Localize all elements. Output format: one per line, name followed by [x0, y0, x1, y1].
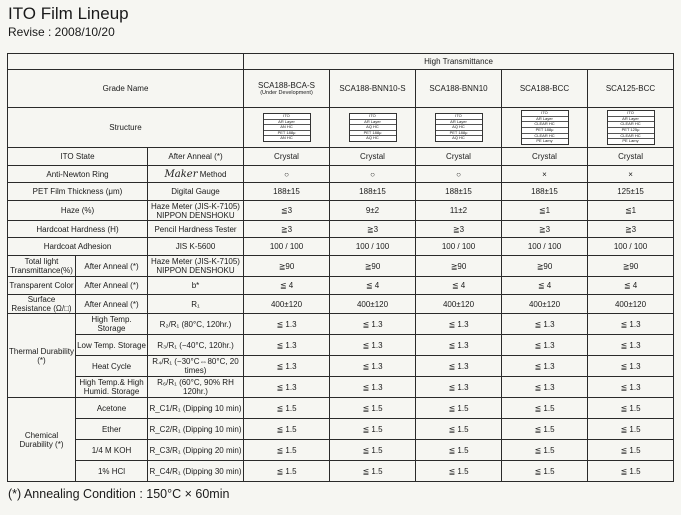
value-cell: ≦ 1.5: [502, 461, 588, 482]
layer-stack-diagram: [263, 113, 311, 142]
value-cell: ≧90: [244, 256, 330, 277]
table-row: [8, 314, 674, 335]
value-cell: ≦ 1.5: [330, 440, 416, 461]
value-cell: ≧90: [330, 256, 416, 277]
test-name: Heat Cycle: [76, 356, 148, 377]
annealing-footnote: (*) Annealing Condition : 150°C × 60min: [8, 487, 230, 501]
value-cell: ≦ 1.3: [416, 356, 502, 377]
sub-label: After Anneal (*): [76, 256, 148, 277]
grade-cell: [244, 70, 330, 108]
value-cell: ≦ 1.3: [330, 377, 416, 398]
value-cell: 125±15: [588, 183, 674, 201]
structure-cell: [502, 108, 588, 148]
value-cell: ≦ 1.5: [330, 419, 416, 440]
table-row: [8, 377, 674, 398]
value-cell: ≦ 1.5: [502, 398, 588, 419]
value-cell: ≦ 4: [588, 277, 674, 295]
sub-label: After Anneal (*): [76, 295, 148, 314]
table-row: [8, 277, 674, 295]
layer-label: PET 188μ: [436, 131, 482, 137]
test-name: Acetone: [76, 398, 148, 419]
value-cell: ≦ 1.5: [416, 440, 502, 461]
grade-cell: [502, 70, 588, 108]
document-title: ITO Film Lineup: [8, 4, 129, 23]
value-cell: ≦ 4: [416, 277, 502, 295]
layer-label: ITO: [522, 111, 568, 117]
method-cell: Pencil Hardness Tester: [148, 221, 244, 238]
method-cell: Digital Gauge: [148, 183, 244, 201]
ito-spec-table: [7, 53, 674, 482]
layer-label: AR Layer: [436, 120, 482, 126]
value-cell: Crystal: [244, 148, 330, 166]
value-cell: ≦ 1.3: [502, 314, 588, 335]
value-cell: ≦ 1.5: [588, 440, 674, 461]
layer-label: AR Layer: [350, 120, 396, 126]
value-cell: ≦ 1.3: [588, 377, 674, 398]
value-cell: ≧3: [416, 221, 502, 238]
table-row: [8, 256, 674, 277]
layer-label: PET 188μ: [522, 128, 568, 134]
value-cell: ≦1: [502, 201, 588, 221]
value-cell: ≦ 1.5: [502, 419, 588, 440]
layer-label: CLEAR HC: [608, 134, 654, 140]
value-cell: ≦ 1.5: [588, 419, 674, 440]
grade-name: SCA188-BNN10-S: [339, 84, 406, 93]
row-label: Hardcoat Adhesion: [8, 238, 148, 256]
method-cell: Haze Meter (JIS-K-7105) NIPPON DENSHOKU: [148, 256, 244, 277]
value-cell: ≦ 1.3: [502, 356, 588, 377]
layer-label: ITO: [264, 114, 310, 120]
value-cell: ≦1: [588, 201, 674, 221]
method-cell: After Anneal (*): [148, 148, 244, 166]
value-cell: ≦ 1.3: [244, 356, 330, 377]
method-cell: R_C1/R₁ (Dipping 10 min): [148, 398, 244, 419]
row-label: Hardcoat Hardness (H): [8, 221, 148, 238]
layer-stack-diagram: [521, 110, 569, 145]
method-cell: R_C2/R₁ (Dipping 10 min): [148, 419, 244, 440]
value-cell: 100 / 100: [330, 238, 416, 256]
value-cell: ≦ 1.3: [244, 335, 330, 356]
value-cell: ≦ 1.5: [588, 398, 674, 419]
grade-cell: [416, 70, 502, 108]
value-cell: ≦ 1.3: [416, 335, 502, 356]
value-cell: 400±120: [416, 295, 502, 314]
value-cell: 400±120: [588, 295, 674, 314]
layer-label: PET 125μ: [608, 128, 654, 134]
method-cell: R_C3/R₁ (Dipping 20 min): [148, 440, 244, 461]
value-cell: ≦ 1.5: [416, 419, 502, 440]
layer-label: PE Lamy: [622, 138, 639, 144]
value-cell: Crystal: [502, 148, 588, 166]
value-cell: ≧3: [588, 221, 674, 238]
value-cell: 9±2: [330, 201, 416, 221]
row-label: Total light Transmittance(%): [8, 256, 76, 277]
row-label: ITO State: [8, 148, 148, 166]
table-row: [8, 148, 674, 166]
layer-label: ITO: [350, 114, 396, 120]
value-cell: 100 / 100: [244, 238, 330, 256]
value-cell: ○: [244, 166, 330, 183]
value-cell: 100 / 100: [588, 238, 674, 256]
grade-name: SCA125-BCC: [605, 84, 656, 93]
layer-label: AQ HC: [366, 135, 379, 141]
layer-stack-diagram: [349, 113, 397, 142]
value-cell: ≦ 1.3: [416, 314, 502, 335]
value-cell: ≦ 1.3: [502, 335, 588, 356]
band-row: [8, 54, 674, 70]
value-cell: Crystal: [330, 148, 416, 166]
method-cell: JIS K-5600: [148, 238, 244, 256]
value-cell: ≦ 4: [502, 277, 588, 295]
band-label: High Transmittance: [244, 54, 674, 70]
table-row: [8, 356, 674, 377]
value-cell: ≦ 1.5: [330, 461, 416, 482]
structure-label: Structure: [8, 108, 244, 148]
method-cell: [148, 166, 244, 183]
table-row: [8, 419, 674, 440]
structure-cell: [330, 108, 416, 148]
test-name: High Temp. Storage: [76, 314, 148, 335]
method-cell: R_C4/R₁ (Dipping 30 min): [148, 461, 244, 482]
value-cell: ≧90: [588, 256, 674, 277]
layer-label: PET 188μ: [264, 131, 310, 137]
value-cell: ≦3: [244, 201, 330, 221]
value-cell: ○: [416, 166, 502, 183]
method-text: Method: [199, 169, 227, 179]
value-cell: ≦ 1.5: [244, 419, 330, 440]
test-name: Ether: [76, 419, 148, 440]
row-label: Transparent Color: [8, 277, 76, 295]
layer-label: AN HC: [280, 135, 293, 141]
structure-cell: [588, 108, 674, 148]
value-cell: ≦ 1.5: [502, 440, 588, 461]
value-cell: ○: [330, 166, 416, 183]
value-cell: ≦ 1.3: [330, 314, 416, 335]
structure-cell: [244, 108, 330, 148]
value-cell: ≦ 1.5: [244, 398, 330, 419]
maker-text: Maker: [164, 168, 198, 180]
value-cell: ≦ 1.3: [588, 356, 674, 377]
layer-label: AR Layer: [522, 117, 568, 123]
value-cell: ≧3: [502, 221, 588, 238]
value-cell: ≦ 1.3: [330, 335, 416, 356]
value-cell: ≦ 1.5: [244, 461, 330, 482]
row-label: Anti-Newton Ring: [8, 166, 148, 183]
layer-label: AQ HC: [350, 125, 396, 131]
layer-label: AN HC: [264, 125, 310, 131]
method-cell: R₁: [148, 295, 244, 314]
table-row: [8, 238, 674, 256]
grade-name: SCA188-BCC: [519, 84, 570, 93]
grade-note: (Under Development): [260, 90, 313, 96]
layer-label: AQ HC: [436, 125, 482, 131]
value-cell: 400±120: [244, 295, 330, 314]
group-label: Thermal Durability (*): [8, 314, 76, 398]
grade-row: [8, 70, 674, 108]
value-cell: ≦ 1.3: [416, 377, 502, 398]
grade-label: Grade Name: [8, 70, 244, 108]
method-cell: R₃/R₁ (−40°C, 120hr.): [148, 335, 244, 356]
layer-stack-diagram: [435, 113, 483, 142]
layer-label: PET 188μ: [350, 131, 396, 137]
row-label: Haze (%): [8, 201, 148, 221]
table-row: [8, 398, 674, 419]
layer-label: AR Layer: [264, 120, 310, 126]
value-cell: ≦ 1.3: [502, 377, 588, 398]
value-cell: 100 / 100: [416, 238, 502, 256]
value-cell: Crystal: [588, 148, 674, 166]
value-cell: ≦ 1.5: [330, 398, 416, 419]
grade-name: SCA188-BNN10: [429, 84, 488, 93]
value-cell: 100 / 100: [502, 238, 588, 256]
value-cell: ≧90: [416, 256, 502, 277]
test-name: Low Temp. Storage: [76, 335, 148, 356]
value-cell: ≦ 1.3: [588, 335, 674, 356]
value-cell: ×: [502, 166, 588, 183]
layer-label: ITO: [608, 111, 654, 117]
grade-cell: [330, 70, 416, 108]
value-cell: 188±15: [330, 183, 416, 201]
test-name: 1/4 M KOH: [76, 440, 148, 461]
structure-row: [8, 108, 674, 148]
value-cell: ≦ 1.3: [244, 314, 330, 335]
layer-label: AQ HC: [452, 135, 465, 141]
layer-label: PE Lamy: [536, 138, 553, 144]
test-name: High Temp.& High Humid. Storage: [76, 377, 148, 398]
value-cell: Crystal: [416, 148, 502, 166]
table-row: [8, 221, 674, 238]
value-cell: ≦ 1.5: [416, 461, 502, 482]
value-cell: 400±120: [502, 295, 588, 314]
row-label: PET Film Thickness (μm): [8, 183, 148, 201]
table-row: [8, 295, 674, 314]
value-cell: ≧3: [244, 221, 330, 238]
method-cell: R₂/R₁ (80°C, 120hr.): [148, 314, 244, 335]
value-cell: ≦ 1.5: [244, 440, 330, 461]
row-label: Surface Resistance (Ω/□): [8, 295, 76, 314]
table-row: [8, 440, 674, 461]
method-cell: Haze Meter (JIS-K-7105) NIPPON DENSHOKU: [148, 201, 244, 221]
method-cell: R₆/R₁ (60°C, 90% RH 120hr.): [148, 377, 244, 398]
group-label: Chemical Durability (*): [8, 398, 76, 482]
value-cell: 188±15: [244, 183, 330, 201]
value-cell: ≦ 1.3: [330, 356, 416, 377]
method-cell: R₄/R₁ (−30°C⇔80°C, 20 times): [148, 356, 244, 377]
table-row: [8, 335, 674, 356]
layer-label: CLEAR HC: [522, 134, 568, 140]
value-cell: ≦ 1.3: [588, 314, 674, 335]
value-cell: ≧90: [502, 256, 588, 277]
revise-date: Revise : 2008/10/20: [8, 25, 115, 39]
table-row: [8, 201, 674, 221]
value-cell: ≦ 4: [244, 277, 330, 295]
layer-label: CLEAR HC: [522, 122, 568, 128]
value-cell: ≧3: [330, 221, 416, 238]
table-row: [8, 461, 674, 482]
value-cell: 188±15: [502, 183, 588, 201]
value-cell: ≦ 4: [330, 277, 416, 295]
sub-label: After Anneal (*): [76, 277, 148, 295]
value-cell: ≦ 1.5: [416, 398, 502, 419]
method-cell: b*: [148, 277, 244, 295]
value-cell: 400±120: [330, 295, 416, 314]
value-cell: 188±15: [416, 183, 502, 201]
layer-label: ITO: [436, 114, 482, 120]
value-cell: ≦ 1.3: [244, 377, 330, 398]
value-cell: ×: [588, 166, 674, 183]
structure-cell: [416, 108, 502, 148]
grade-name: SCA188-BCA-S: [258, 81, 315, 90]
grade-cell: [588, 70, 674, 108]
value-cell: ≦ 1.5: [588, 461, 674, 482]
value-cell: 11±2: [416, 201, 502, 221]
table-row: [8, 183, 674, 201]
layer-stack-diagram: [607, 110, 655, 145]
layer-label: CLEAR HC: [608, 122, 654, 128]
layer-label: AR Layer: [608, 117, 654, 123]
table-row: [8, 166, 674, 183]
test-name: 1% HCl: [76, 461, 148, 482]
